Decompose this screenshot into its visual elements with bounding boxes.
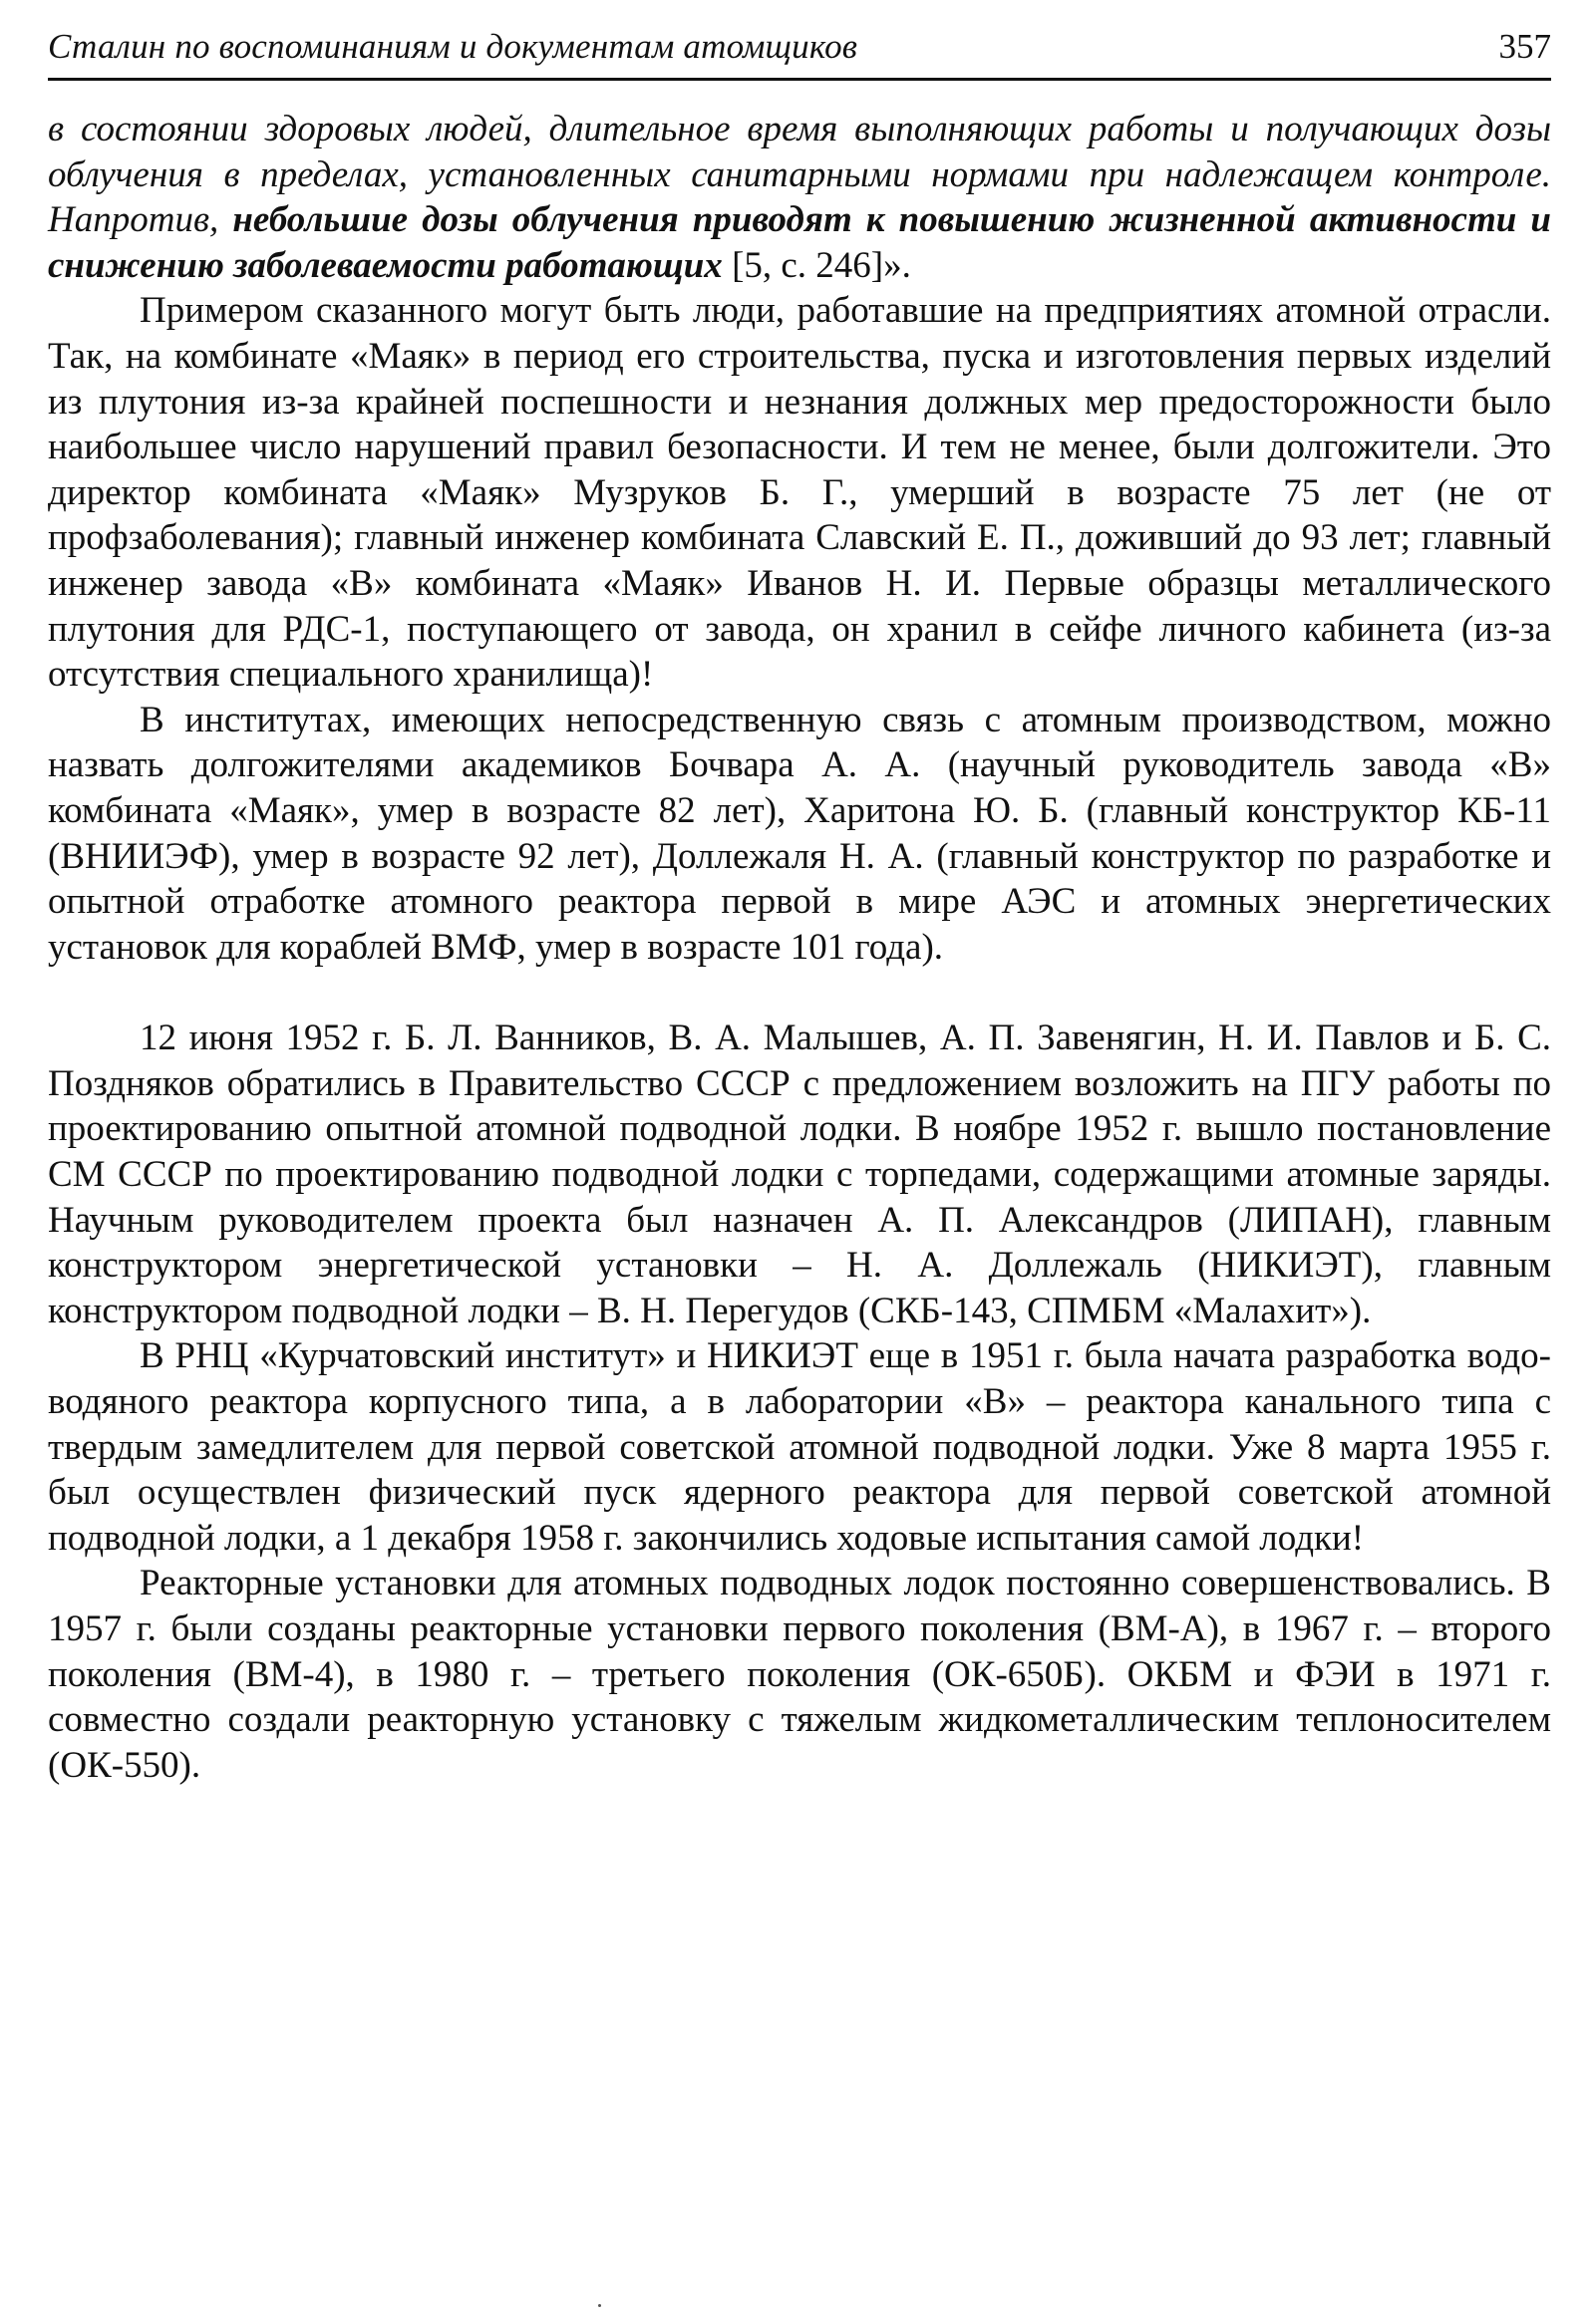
running-title: Сталин по воспоминаниям и документам атомщиков (48, 27, 858, 66)
paragraph: В институтах, имеющих непосредственную связь с атомным производством, можно назвать долгожителями академиков Бочвара А. А. (научный руководитель завода «В» комбината «Маяк», умер в возрасте 82 лет), Харитона Ю. Б. (главный конструктор КБ-11 (ВНИИЭФ), умер в возрасте 92 лет), Доллежаля Н. А. (главный конструктор по разработке и опытной отработке атомного реактора первой в мире АЭС и атомных энергетических установок для кораблей ВМФ, умер в возрасте 101 года). (48, 699, 1551, 968)
paragraph: В РНЦ «Курчатовский институт» и НИКИЭТ еще в 1951 г. была начата разработка водо-водяного реактора корпусного типа, а в лаборатории «В» – реактора канального типа с твердым замедлителем для первой советской атомной подводной лодки. Уже 8 марта 1955 г. был осуществлен физический пуск ядерного реактора для первой советской атомной подводной лодки, а 1 декабря 1958 г. закончились ходовые испытания самой лодки! (48, 1335, 1551, 1559)
quote-emphasis-text: небольшие дозы облучения приводят к повышению жизненной активности и снижению заболеваемости работающих (48, 199, 1551, 286)
quote-italic-text: в состоянии здоровых людей, длительное время выполняющих работы и получающих дозы облучения в пределах, установленных санитарными нормами при надлежащем контроле. Напротив, (48, 109, 1551, 241)
running-head (48, 24, 1551, 70)
quote-reference: [5, с. 246]». (722, 244, 911, 286)
header-rule (48, 78, 1551, 81)
book-page (48, 24, 1551, 1788)
body-text (48, 107, 1551, 1788)
quote-continuation (48, 107, 1551, 288)
paragraph: Примером сказанного могут быть люди, работавшие на предприятиях атомной отрасли. Так, на комбинате «Маяк» в период его строительства, пуска и изготовления первых изделий из плутония из-за крайней поспешности и незнания должных мер предосторожности было наибольшее число нарушений правил безопасности. И тем не менее, были долгожители. Это директор комбината «Маяк» Музруков Б. Г., умерший в возрасте 75 лет (не от профзаболевания); главный инженер комбината Славский Е. П., доживший до 93 лет; главный инженер завода «В» комбината «Маяк» Иванов Н. И. Первые образцы металлического плутония для РДС-1, поступающего от завода, он хранил в сейфе личного кабинета (из-за отсутствия специального хранилища)! (48, 290, 1551, 696)
paragraph: 12 июня 1952 г. Б. Л. Ванников, В. А. Малышев, А. П. Завенягин, Н. И. Павлов и Б. С. Поздняков обратились в Правительство СССР с предложением возложить на ПГУ работы по проектированию опытной атомной подводной лодки. В ноябре 1952 г. вышло постановление СМ СССР по проектированию подводной лодки с торпедами, содержащими атомные заряды. Научным руководителем проекта был назначен А. П. Александров (ЛИПАН), главным конструктором энергетической установки – Н. А. Доллежаль (НИКИЭТ), главным конструктором подводной лодки – В. Н. Перегудов (СКБ-143, СПМБМ «Малахит»). (48, 1017, 1551, 1331)
page-number: 357 (1498, 27, 1551, 66)
paragraph: Реакторные установки для атомных подводных лодок постоянно совершенствовались. В 1957 г. были созданы реакторные установки первого поколения (ВМ-А), в 1967 г. – второго поколения (ВМ-4), в 1980 г. – третьего поколения (ОК-650Б). ОКБМ и ФЭИ в 1971 г. совместно создали реакторную установку с тяжелым жидкометаллическим теплоносителем (ОК-550). (48, 1563, 1551, 1786)
section-break (48, 970, 1551, 1016)
print-speck (598, 2304, 601, 2307)
